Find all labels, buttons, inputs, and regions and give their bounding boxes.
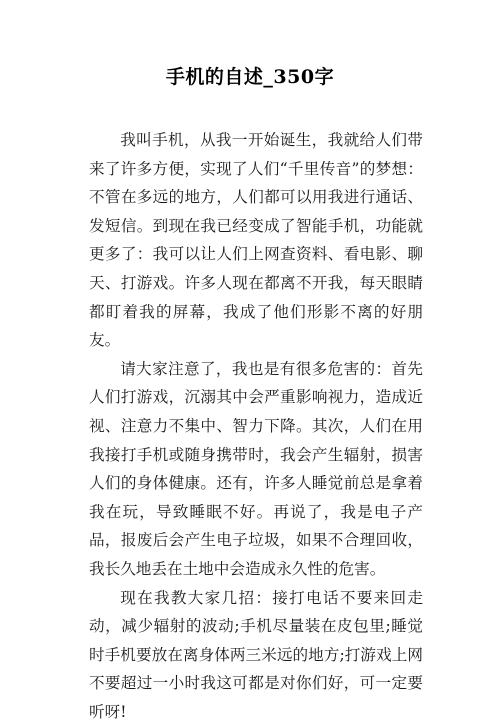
document-body bbox=[89, 126, 423, 726]
paragraph-1: 我叫手机，从我一开始诞生，我就给人们带来了许多方便，实现了人们“千里传音”的梦想：不管在多远的地方，人们都可以用我进行通话、发短信。到现在我已经变成了智能手机，功能就更多了：我可以让人们上网查资料、看电影、聊天、打游戏。许多人现在都离不开我，每天眼睛都盯着我的屏幕，我成了他们形影不离的好朋友。 bbox=[89, 126, 423, 355]
paragraph-3: 现在我教大家几招：接打电话不要来回走动，减少辐射的波动;手机尽量装在皮包里;睡觉时手机要放在离身体两三米远的地方;打游戏上网不要超过一小时我这可都是对你们好，可一定要听呀! bbox=[89, 584, 423, 726]
paragraph-2: 请大家注意了，我也是有很多危害的：首先人们打游戏，沉溺其中会严重影响视力，造成近视、注意力不集中、智力下降。其次，人们在用我接打手机或随身携带时，我会产生辐射，损害人们的身体健康。还有，许多人睡觉前总是拿着我在玩，导致睡眠不好。再说了，我是电子产品，报废后会产生电子垃圾，如果不合理回收，我长久地丢在土地中会造成永久性的危害。 bbox=[89, 355, 423, 584]
document-title: 手机的自述_350字 bbox=[0, 62, 500, 89]
